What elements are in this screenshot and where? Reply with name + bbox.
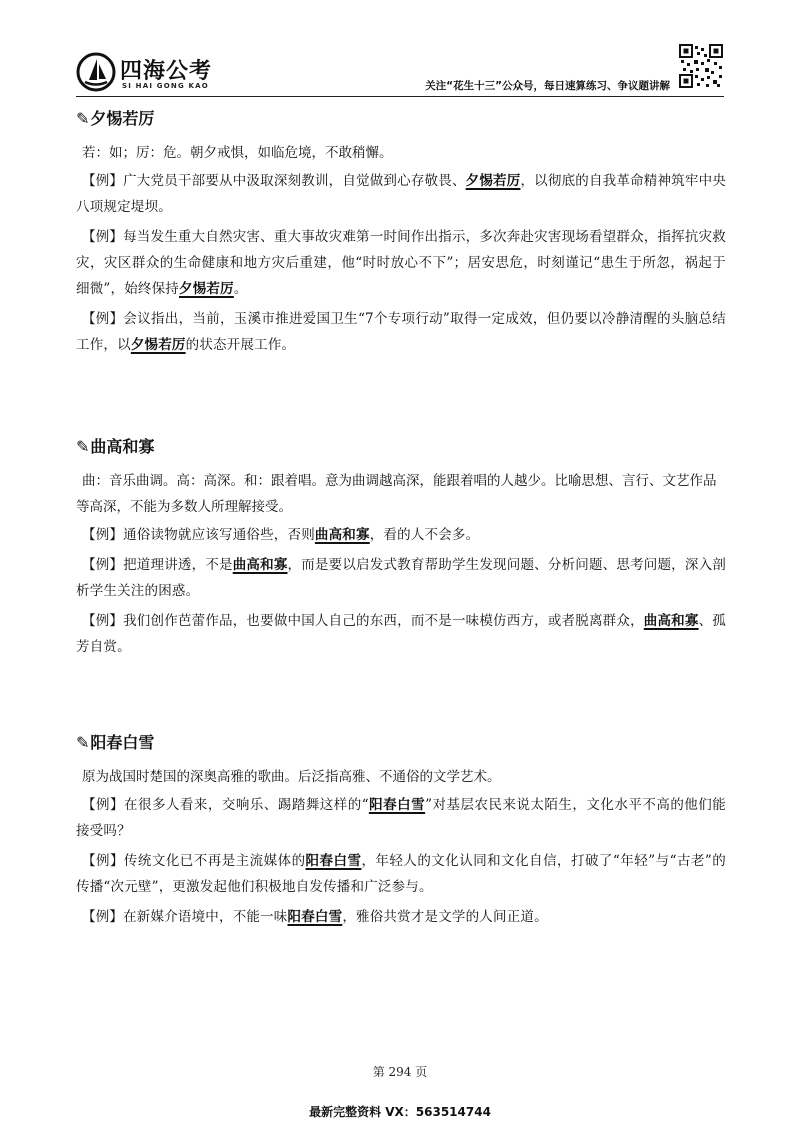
section-title [76,108,726,130]
header-divider [76,96,724,97]
example-sentence: 【例】在很多人看来，交响乐、踢踏舞这样的“阳春白雪”对基层农民来说太陌生，文化水平不高的他们能接受吗？ [76,797,726,839]
pencil-icon: ✎ [76,109,90,128]
idiom-highlight: 夕惕若厉 [130,337,186,353]
idiom-title-text: 曲高和寡 [90,437,155,456]
idiom-section [76,732,726,934]
idiom-highlight: 阳春白雪 [368,797,426,813]
sailboat-logo-icon [76,52,116,92]
contact-note: 最新完整资料 VX：563514744 [309,1105,491,1119]
example-sentence: 【例】在新媒介语境中，不能一味阳春白雪，雅俗共赏才是文学的人间正道。 [82,909,548,925]
idiom-highlight: 阳春白雪 [305,853,362,869]
example-sentence: 【例】会议指出，当前，玉溪市推进爱国卫生“7个专项行动”取得一定成效，但仍要以冷静清醒的头脑总结工作，以夕惕若厉的状态开展工作。 [76,311,726,353]
example-sentence: 【例】我们创作芭蕾作品，也要做中国人自己的东西，而不是一味模仿西方，或者脱离群众，曲高和寡、孤芳自赏。 [76,613,726,655]
example-sentence: 【例】广大党员干部要从中汲取深刻教训，自觉做到心存敬畏、夕惕若厉，以彻底的自我革命精神筑牢中央八项规定堤坝。 [76,173,726,215]
example-sentence: 【例】传统文化已不再是主流媒体的阳春白雪，年轻人的文化认同和文化自信，打破了“年轻”与“古老”的传播“次元壁”，更激发起他们积极地自发传播和广泛参与。 [76,853,726,895]
idiom-definition: 曲：音乐曲调。高：高深。和：跟着唱。意为曲调越高深，能跟着唱的人越少。比喻思想、言行、文艺作品等高深，不能为多数人所理解接受。 [76,473,717,515]
idiom-highlight: 夕惕若厉 [465,173,521,189]
logo-text-en: SI HAI GONG KAO [122,82,209,90]
idiom-highlight: 夕惕若厉 [179,281,234,297]
idiom-title-text: 阳春白雪 [90,733,155,752]
pencil-icon: ✎ [76,437,90,456]
idiom-section [76,108,726,362]
brand-logo [76,52,236,98]
example-sentence: 【例】通俗读物就应该写通俗些，否则曲高和寡，看的人不会多。 [82,527,480,543]
qr-code-icon [679,44,723,88]
header-tagline: 关注“花生十三”公众号，每日速算练习、争议题讲解 [425,80,670,92]
idiom-highlight: 阳春白雪 [287,909,343,925]
page-number: 第 294 页 [372,1065,428,1079]
section-title [76,732,726,754]
section-title [76,436,726,458]
idiom-section [76,436,726,664]
idiom-highlight: 曲高和寡 [643,613,699,629]
idiom-definition: 原为战国时楚国的深奥高雅的歌曲。后泛指高雅、不通俗的文学艺术。 [82,769,501,785]
idiom-highlight: 曲高和寡 [314,527,370,543]
page-header [0,0,800,100]
idiom-title-text: 夕惕若厉 [90,109,155,128]
idiom-definition: 若：如；厉：危。朝夕戒惧，如临危境，不敢稍懈。 [82,145,393,161]
pencil-icon: ✎ [76,733,90,752]
example-sentence: 【例】把道理讲透，不是曲高和寡，而是要以启发式教育帮助学生发现问题、分析问题、思考问题，深入剖析学生关注的困惑。 [76,557,726,599]
logo-text-cn: 四海公考 [120,59,213,84]
idiom-highlight: 曲高和寡 [232,557,288,573]
example-sentence: 【例】每当发生重大自然灾害、重大事故灾难第一时间作出指示，多次奔赴灾害现场看望群众，指挥抗灾救灾，灾区群众的生命健康和地方灾后重建，他“时时放心不下”；居安思危，时刻谨记“患生于所忽，祸起于细微”，始终保持夕惕若厉。 [76,229,726,297]
